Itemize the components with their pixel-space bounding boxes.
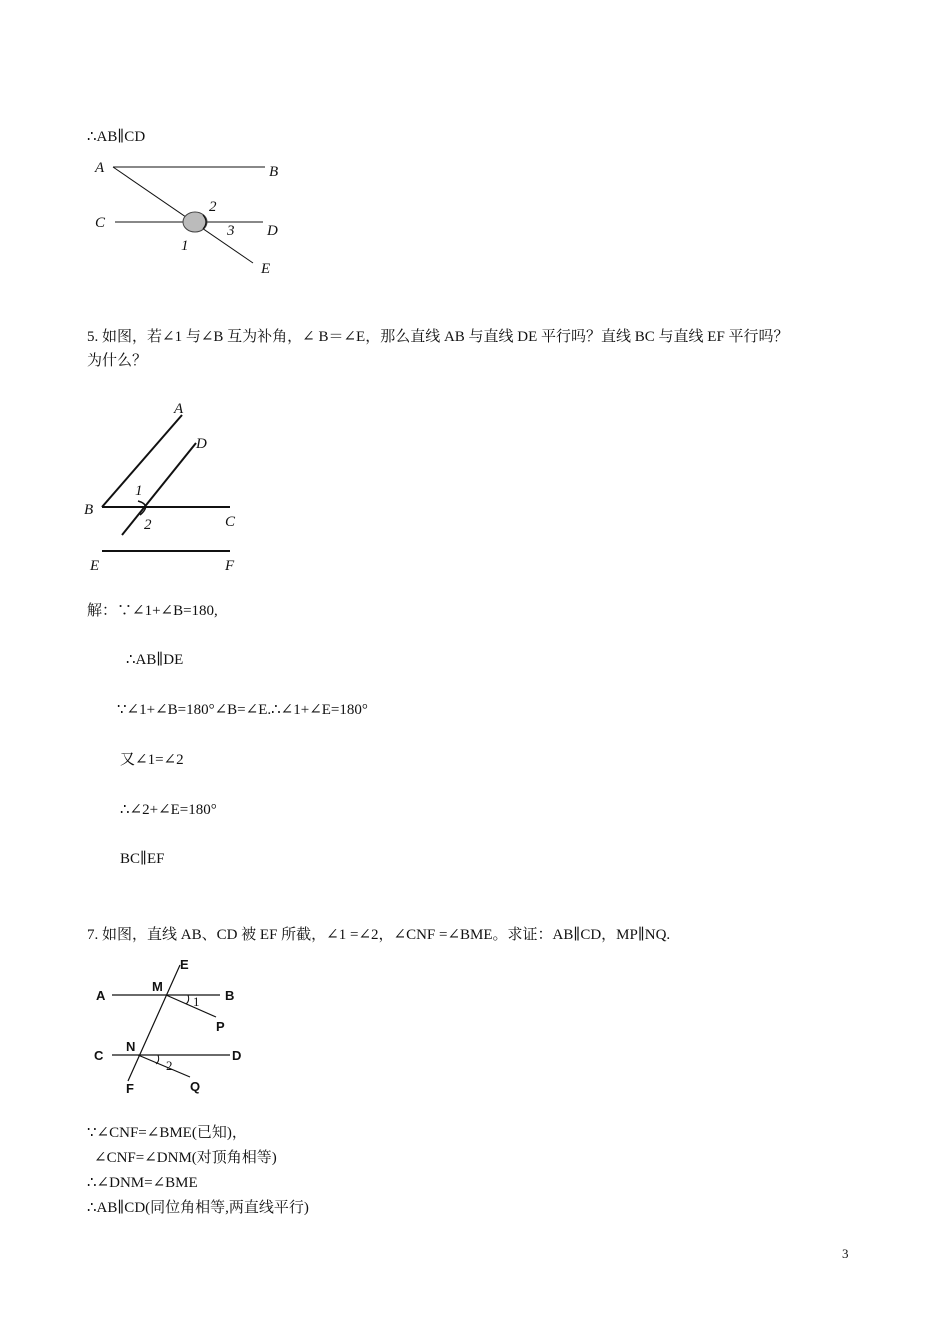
label-E: E xyxy=(180,957,189,972)
label-C: C xyxy=(95,215,106,231)
page-number: 3 xyxy=(842,1246,849,1261)
figure-problem7 xyxy=(90,953,260,1103)
problem7-proof-1: ∵∠CNF=∠BME(已知)， xyxy=(87,1125,247,1141)
label-A: A xyxy=(174,401,184,417)
label-B: B xyxy=(225,988,235,1003)
label-2: 2 xyxy=(166,1058,173,1073)
problem5-solution-1: 解：∵∠1+∠B=180, xyxy=(87,603,218,619)
label-E: E xyxy=(261,261,271,277)
label-N: N xyxy=(126,1039,136,1054)
conclusion-ab-parallel-cd: ∴AB∥CD xyxy=(87,129,146,145)
figure-parallel-lines-1 xyxy=(85,155,305,280)
problem7-proof-3: ∴∠DNM=∠BME xyxy=(87,1175,198,1191)
label-M: M xyxy=(152,979,163,994)
label-3: 3 xyxy=(227,223,235,239)
problem7-proof-2: ∠CNF=∠DNM(对顶角相等) xyxy=(94,1150,277,1166)
label-A: A xyxy=(96,988,106,1003)
label-1: 1 xyxy=(181,238,189,254)
problem5-solution-2: ∴AB∥DE xyxy=(126,652,184,668)
label-D: D xyxy=(196,436,207,452)
problem5-solution-4: 又∠1=∠2 xyxy=(120,752,184,768)
label-A: A xyxy=(95,160,105,176)
label-F: F xyxy=(225,558,235,574)
label-B: B xyxy=(269,164,279,180)
label-F: F xyxy=(126,1081,134,1096)
label-C: C xyxy=(225,514,236,530)
problem7-question: 7. 如图，直线 AB、CD 被 EF 所截，∠1 =∠2，∠CNF =∠BME。求证：AB∥CD，MP∥NQ. xyxy=(87,927,671,943)
label-B: B xyxy=(84,502,94,518)
problem7-proof-4: ∴AB∥CD(同位角相等,两直线平行) xyxy=(87,1200,309,1216)
problem5-question-line2: 为什么？ xyxy=(87,353,148,369)
label-2: 2 xyxy=(209,199,217,215)
problem5-solution-3: ∵∠1+∠B=180°∠B=∠E.∴∠1+∠E=180° xyxy=(117,702,368,718)
label-Q: Q xyxy=(190,1079,201,1094)
label-D: D xyxy=(232,1048,242,1063)
problem5-question-line1: 5. 如图，若∠1 与∠B 互为补角，∠ B＝∠E，那么直线 AB 与直线 DE 平行吗？直线 BC 与直线 EF 平行吗？ xyxy=(87,329,789,345)
label-2: 2 xyxy=(144,517,152,533)
problem5-solution-5: ∴∠2+∠E=180° xyxy=(120,802,217,818)
label-D: D xyxy=(267,223,278,239)
label-P: P xyxy=(216,1019,225,1034)
problem5-solution-6: BC∥EF xyxy=(120,851,165,867)
label-1: 1 xyxy=(193,994,200,1009)
label-C: C xyxy=(94,1048,104,1063)
label-1: 1 xyxy=(135,483,143,499)
label-E: E xyxy=(90,558,100,574)
figure-problem5 xyxy=(80,393,260,578)
